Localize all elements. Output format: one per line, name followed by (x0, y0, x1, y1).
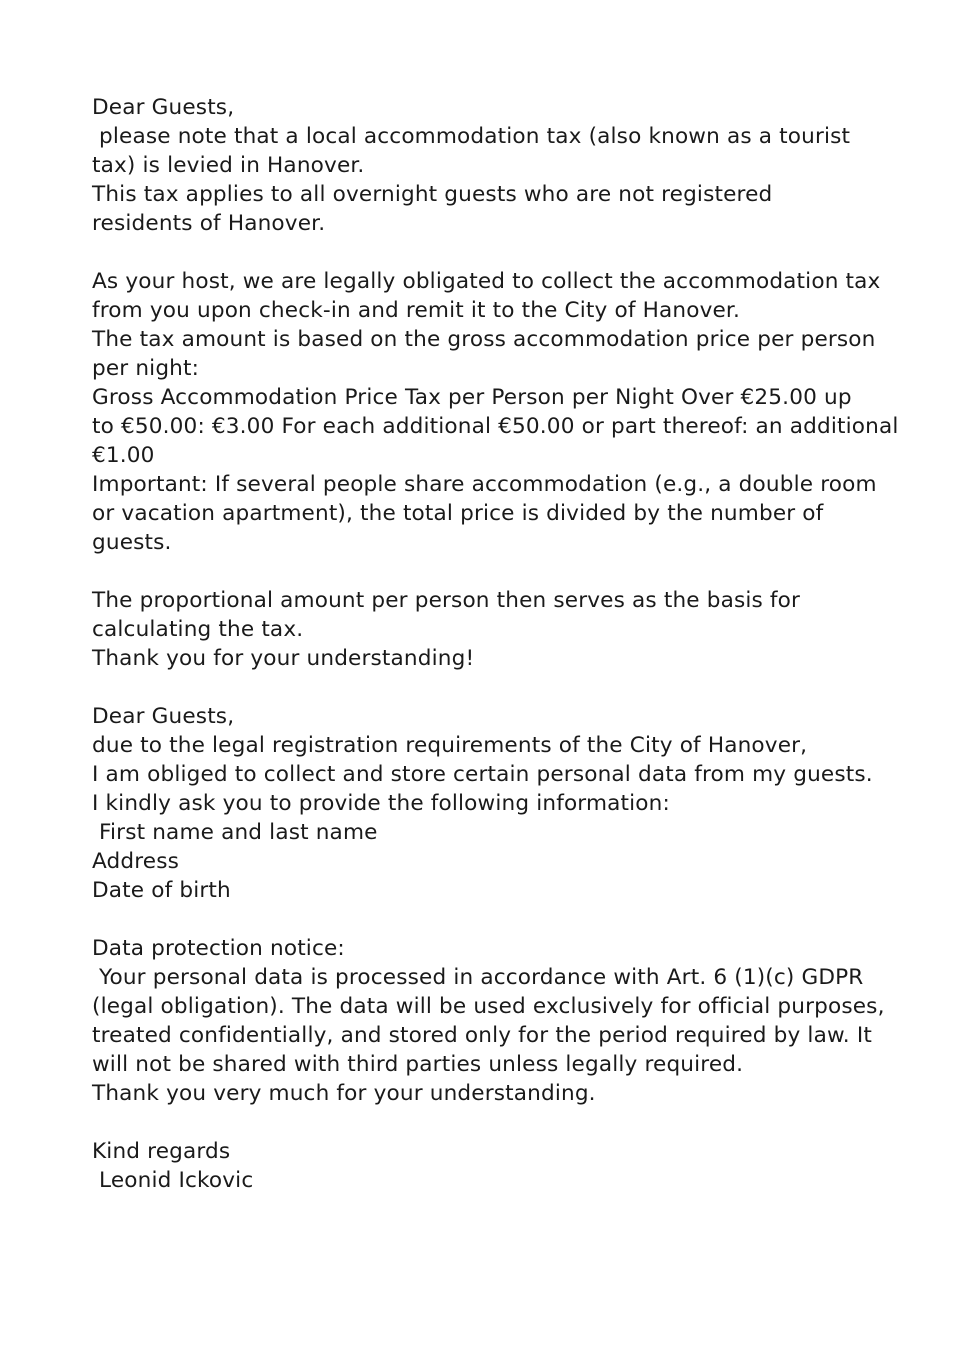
text-line: I kindly ask you to provide the following information: (92, 791, 670, 816)
signature-name: Leonid Ickovic (92, 1168, 254, 1193)
required-info-item: First name and last name (92, 820, 378, 845)
tax-rate-line: €1.00 (92, 443, 155, 468)
data-protection-heading: Data protection notice: (92, 936, 345, 961)
text-line: The proportional amount per person then serves as the basis for (92, 588, 801, 613)
required-info-item: Address (92, 849, 180, 874)
text-line: tax) is levied in Hanover. (92, 153, 365, 178)
registration-notice-section (92, 702, 892, 1195)
section-spacer (92, 673, 892, 702)
required-info-item: Date of birth (92, 878, 231, 903)
text-line: Thank you for your understanding! (92, 646, 475, 671)
text-line: from you upon check-in and remit it to the City of Hanover. (92, 298, 740, 323)
text-line: Thank you very much for your understanding. (92, 1081, 596, 1106)
text-line: (legal obligation). The data will be used exclusively for official purposes, (92, 994, 885, 1019)
text-line: or vacation apartment), the total price is divided by the number of (92, 501, 824, 526)
text-line: Important: If several people share accommodation (e.g., a double room (92, 472, 877, 497)
paragraph-spacer (92, 238, 892, 267)
text-line: This tax applies to all overnight guests who are not registered (92, 182, 773, 207)
text-line: guests. (92, 530, 172, 555)
greeting: Dear Guests, (92, 95, 235, 120)
text-line: As your host, we are legally obligated to collect the accommodation tax (92, 269, 881, 294)
text-line: will not be shared with third parties unless legally required. (92, 1052, 744, 1077)
text-line: per night: (92, 356, 200, 381)
text-line: treated confidentially, and stored only for the period required by law. It (92, 1023, 872, 1048)
text-line: The tax amount is based on the gross accommodation price per person (92, 327, 876, 352)
paragraph-spacer (92, 1108, 892, 1137)
paragraph-spacer (92, 557, 892, 586)
tax-rate-line: Gross Accommodation Price Tax per Person per Night Over €25.00 up (92, 385, 852, 410)
text-line: due to the legal registration requirements of the City of Hanover, (92, 733, 808, 758)
text-line: I am obliged to collect and store certain personal data from my guests. (92, 762, 873, 787)
tax-rate-line: to €50.00: €3.00 For each additional €50.00 or part thereof: an additional (92, 414, 899, 439)
text-line: Your personal data is processed in accordance with Art. 6 (1)(c) GDPR (92, 965, 864, 990)
signoff: Kind regards (92, 1139, 231, 1164)
paragraph-spacer (92, 905, 892, 934)
text-line: residents of Hanover. (92, 211, 326, 236)
text-line: calculating the tax. (92, 617, 304, 642)
text-line: please note that a local accommodation tax (also known as a tourist (92, 124, 851, 149)
greeting: Dear Guests, (92, 704, 235, 729)
letter-document (92, 93, 899, 1195)
tax-notice-section (92, 93, 899, 673)
